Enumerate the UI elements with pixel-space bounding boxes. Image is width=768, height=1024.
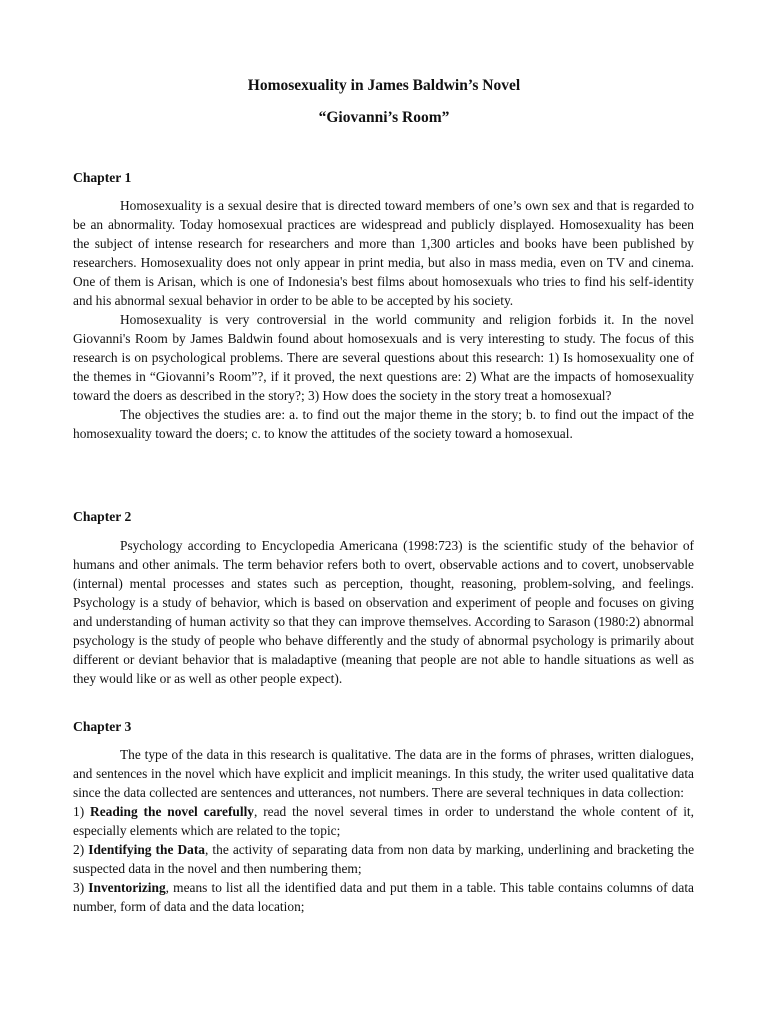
chapter-1-paragraph-3: The objectives the studies are: a. to find out the major theme in the story; b. to find out the impact of the homosexuality toward the doers; c. to know the attitudes of the society toward a homosexual. bbox=[73, 407, 694, 441]
chapter-2-body bbox=[73, 536, 694, 688]
document-subtitle: “Giovanni’s Room” bbox=[318, 109, 450, 126]
chapter-1-paragraph-1: Homosexuality is a sexual desire that is directed toward members of one’s own sex and that is regarded to be an abnormality. Today homosexual practices are widespread and publicly displayed. Homosexuality has been the subject of intense research for researchers and more than 1,300 articles and books have been published by researchers. Homosexuality does not only appear in print media, but also in mass media, even on TV and cinema. One of them is Arisan, which is one of Indonesia's best films about homosexuals who tries to find his self-identity and his abnormal sexual behavior in order to be able to be accepted by his society. bbox=[73, 198, 694, 308]
chapter-1-body bbox=[73, 196, 694, 443]
list-item-lead: Identifying the Data bbox=[88, 842, 205, 857]
list-item: 3) Inventorizing, means to list all the identified data and put them in a table. This table contains columns of data number, form of data and the data location; bbox=[73, 880, 694, 914]
document-title: Homosexuality in James Baldwin’s Novel bbox=[247, 77, 521, 94]
chapter-3-body bbox=[73, 745, 694, 916]
list-item-lead: Reading the novel carefully bbox=[90, 804, 254, 819]
chapter-2-heading: Chapter 2 bbox=[73, 509, 132, 524]
chapter-1-heading: Chapter 1 bbox=[73, 170, 132, 185]
chapter-2-paragraph-1: Psychology according to Encyclopedia Americana (1998:723) is the scientific study of the behavior of humans and other animals. The term behavior refers both to overt, observable actions and to covert, unobservable (internal) mental processes and states such as perception, thought, reasoning, problem-solving, and feelings. Psychology is a study of behavior, which is based on observation and experiment of people and focuses on giving and understanding of human activity so that they can improve themselves. According to Sarason (1980:2) abnormal psychology is the study of people who behave differently and the study of abnormal psychology is primarily about different or deviant behavior that is maladaptive (meaning that people are not able to handle situations as well as they would like or as well as other people expect). bbox=[73, 538, 694, 686]
chapter-3-paragraph-1: The type of the data in this research is qualitative. The data are in the forms of phrases, written dialogues, and sentences in the novel which have explicit and implicit meanings. In this study, the writer used qualitative data since the data collected are sentences and utterances, not numbers. There are several techniques in data collection: bbox=[73, 747, 694, 800]
list-item: 1) Reading the novel carefully, read the novel several times in order to understand the whole content of it, especially elements which are related to the topic; bbox=[73, 804, 694, 838]
chapter-1-paragraph-2: Homosexuality is very controversial in the world community and religion forbids it. In the novel Giovanni's Room by James Baldwin found about homosexuals and is very interesting to study. The focus of this research is on psychological problems. There are several questions about this research: 1) Is homosexuality one of the themes in “Giovanni’s Room”?, if it proved, the next questions are: 2) What are the impacts of homosexuality toward the doers as described in the story?; 3) How does the society in the story treat a homosexual? bbox=[73, 312, 694, 403]
chapter-3-heading: Chapter 3 bbox=[73, 719, 132, 734]
list-item: 2) Identifying the Data, the activity of separating data from non data by marking, underlining and bracketing the suspected data in the novel and then numbering them; bbox=[73, 842, 695, 876]
list-item-lead: Inventorizing bbox=[88, 880, 166, 895]
